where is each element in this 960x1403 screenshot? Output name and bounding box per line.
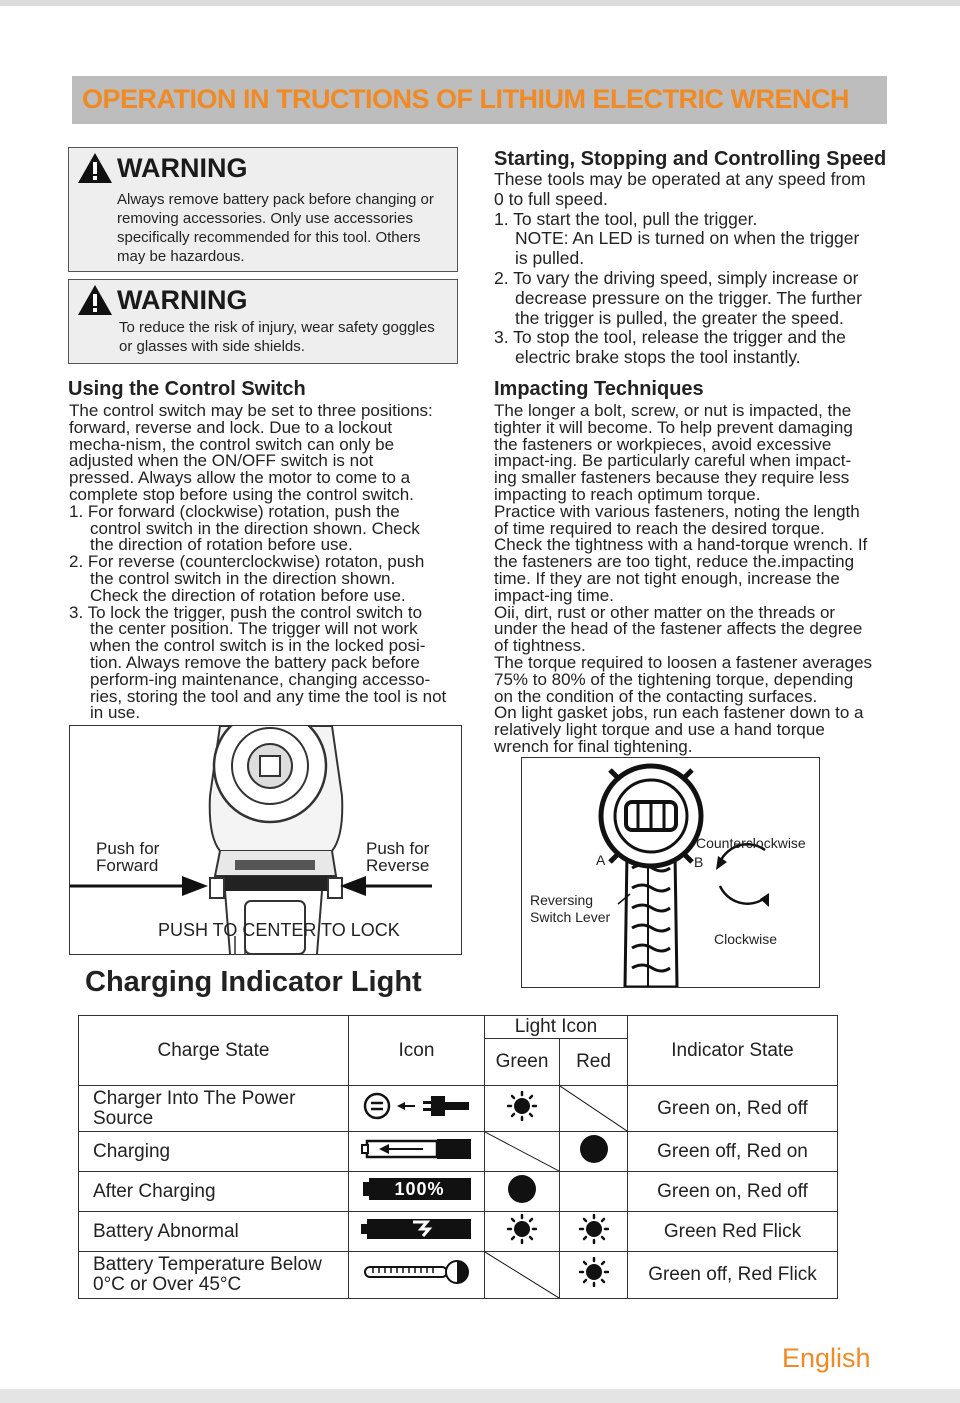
table-row (79, 1132, 838, 1172)
indicator-cell: Green on, Red off (628, 1172, 838, 1212)
reversing-lever-label (530, 892, 610, 926)
green-light-cell (485, 1086, 560, 1132)
table-row (79, 1252, 838, 1299)
state-line: 0°C or Over 45°C (93, 1274, 242, 1295)
warning-triangle-icon (77, 284, 113, 316)
charging-title: Charging Indicator Light (85, 966, 422, 998)
none-slash-icon (560, 1086, 627, 1131)
text-line: the fasteners or workpieces, avoid excessive (494, 434, 832, 454)
icon-cell (349, 1212, 485, 1252)
impacting-text (494, 403, 894, 756)
header-indicator-state: Indicator State (628, 1016, 838, 1086)
text-line: For forward (clockwise) rotation, push the (87, 501, 400, 521)
warning-heading (77, 152, 248, 184)
text-line: NOTE: An LED is turned on when the trigger (515, 228, 860, 249)
text-line: the control switch in the direction shown. (90, 568, 396, 588)
text-line: decrease pressure on the trigger. The further (515, 287, 862, 308)
text-line: Check the direction of rotation before use. (90, 585, 406, 605)
warning-line: removing accessories. Only use accessories (117, 210, 413, 227)
push-reverse-label (366, 840, 429, 874)
icon-cell (349, 1086, 485, 1132)
battery-percent: 100% (369, 1178, 471, 1200)
text-line: impact-ing time. (494, 585, 614, 605)
charging-battery-icon (361, 1136, 473, 1162)
text-line: To vary the driving speed, simply increase or (513, 267, 859, 288)
red-light-cell (560, 1132, 628, 1172)
text-line: pressed. Always allow the motor to come to a (69, 468, 411, 488)
item-number: 1. (69, 501, 84, 521)
text-line: the direction of rotation before use. (90, 535, 353, 555)
text-line: of tightness. (494, 636, 586, 656)
page-title: OPERATION IN TRUCTIONS OF LITHIUM ELECTRIC WRENCH (82, 84, 849, 114)
red-flash-icon (579, 1214, 609, 1244)
item-number: 1. (494, 208, 509, 229)
none-slash-icon (485, 1132, 559, 1171)
table-row (79, 1172, 838, 1212)
counterclockwise-label: Counterclockwise (696, 835, 806, 851)
text-line: 0 to full speed. (494, 188, 608, 209)
label-b: B (694, 854, 704, 870)
green-light-cell (485, 1132, 560, 1172)
state-cell (79, 1252, 349, 1299)
warning-heading-text: WARNING (117, 152, 248, 183)
label-line: Push for (366, 839, 430, 858)
text-line: time. If they are not tight enough, increase the (494, 568, 840, 588)
text-line: On light gasket jobs, run each fastener down to a (494, 703, 864, 723)
warning-heading (77, 284, 248, 316)
title-banner (72, 76, 887, 124)
state-line: After Charging (93, 1180, 216, 1202)
text-line: under the head of the fastener affects the degree (494, 619, 863, 639)
state-line: Charger Into The Power (93, 1087, 296, 1109)
text-line: electric brake stops the tool instantly. (515, 347, 801, 368)
indicator-cell: Green off, Red Flick (628, 1252, 838, 1299)
plug-icon (361, 1091, 473, 1121)
warning-box-1 (68, 147, 458, 272)
state-line: Battery Abnormal (93, 1220, 239, 1242)
green-light-cell (485, 1252, 560, 1299)
text-line: Check the tightness with a hand-torque wrench. If (494, 535, 868, 555)
indicator-cell: Green off, Red on (628, 1132, 838, 1172)
icon-cell (349, 1172, 485, 1212)
label-line: Push for (96, 839, 160, 858)
green-light-cell (485, 1172, 560, 1212)
icon-cell (349, 1132, 485, 1172)
speed-text (494, 170, 894, 368)
red-light-cell (560, 1086, 628, 1132)
list-item (494, 210, 894, 230)
warning-text-1 (117, 190, 434, 266)
text-line: ries, storing the tool and any time the tool is not (90, 686, 447, 706)
text-line: The control switch may be set to three positions: (69, 401, 433, 420)
text-line: To stop the tool, release the trigger and the (513, 327, 846, 348)
state-line: Source (93, 1107, 154, 1129)
state-cell (79, 1172, 349, 1212)
text-line: forward, reverse and lock. Due to a lockout (69, 417, 393, 437)
text-line: impacting to reach optimum torque. (494, 484, 761, 504)
red-flash-icon (579, 1257, 609, 1287)
text-line: The torque required to loosen a fastener averages (494, 652, 873, 672)
warning-text-2 (119, 318, 435, 356)
indicator-cell: Green on, Red off (628, 1086, 838, 1132)
warning-heading-text: WARNING (117, 284, 248, 315)
label-line: Reversing (530, 892, 594, 908)
text-line: on the condition of the contacting surfaces. (494, 686, 818, 706)
table-row (79, 1086, 838, 1132)
red-light-cell (560, 1252, 628, 1299)
text-line: when the control switch is in the locked posi- (90, 636, 426, 656)
thermometer-icon (361, 1259, 473, 1285)
item-number: 3. (69, 602, 84, 622)
text-line: These tools may be operated at any speed from (494, 169, 866, 189)
item-number: 3. (494, 327, 509, 348)
icon-cell (349, 1252, 485, 1299)
warning-line: Always remove battery pack before changing or (117, 191, 434, 208)
control-switch-text (69, 403, 471, 722)
text-line: For reverse (counterclockwise) rotaton, push (87, 552, 425, 572)
item-number: 2. (69, 552, 84, 572)
text-line: To start the tool, pull the trigger. (513, 208, 758, 229)
indicator-cell: Green Red Flick (628, 1212, 838, 1252)
text-line: ing smaller fasteners because they require less (494, 468, 850, 488)
green-solid-icon (507, 1174, 537, 1204)
red-light-cell (560, 1172, 628, 1212)
text-line: wrench for final tightening. (494, 736, 693, 756)
clockwise-label: Clockwise (714, 931, 778, 947)
state-cell (79, 1086, 349, 1132)
green-light-cell (485, 1212, 560, 1252)
label-a: A (596, 852, 606, 868)
text-line: impact-ing. Be particularly careful when impact- (494, 451, 852, 471)
wrench-head-illustration (522, 758, 819, 987)
list-item (494, 328, 894, 348)
green-flash-icon (507, 1214, 537, 1244)
speed-heading: Starting, Stopping and Controlling Speed (494, 148, 887, 170)
text-line: of time required to reach the desired torque. (494, 518, 825, 538)
reversing-figure (521, 757, 820, 988)
state-cell (79, 1212, 349, 1252)
warning-line: may be hazardous. (117, 248, 245, 265)
bottom-edge (0, 1389, 960, 1403)
warning-triangle-icon (77, 152, 113, 184)
push-to-lock-label: PUSH TO CENTER TO LOCK (158, 920, 400, 940)
full-battery-icon (363, 1178, 471, 1200)
red-solid-icon (579, 1134, 609, 1164)
header-light-icon: Light Icon (485, 1016, 628, 1039)
text-line: control switch in the direction shown. Check (90, 518, 420, 538)
text-line: Practice with various fasteners, noting the length (494, 501, 860, 521)
text-line: the trigger is pulled, the greater the speed. (515, 307, 844, 328)
control-switch-figure (69, 725, 462, 955)
charging-table (78, 1015, 838, 1299)
language-label: English (782, 1343, 871, 1373)
label-line: Switch Lever (530, 909, 611, 925)
text-line: The longer a bolt, screw, or nut is impacted, the (494, 401, 852, 420)
warning-line: To reduce the risk of injury, wear safety goggles (119, 319, 435, 336)
item-number: 2. (494, 267, 509, 288)
text-line: To lock the trigger, push the control switch to (87, 602, 423, 622)
text-line: complete stop before using the control switch. (69, 484, 414, 504)
header-icon: Icon (349, 1016, 485, 1086)
red-light-cell (560, 1212, 628, 1252)
push-forward-label (96, 840, 159, 874)
green-flash-icon (507, 1091, 537, 1121)
text-line: 75% to 80% of the tightening torque, depending (494, 669, 854, 689)
list-item (494, 269, 894, 289)
impacting-heading: Impacting Techniques (494, 378, 704, 400)
header-red: Red (560, 1039, 628, 1086)
table-row (79, 1212, 838, 1252)
abnormal-battery-icon (361, 1216, 473, 1242)
text-line: the center position. The trigger will not work (90, 619, 418, 639)
text-line: in use. (90, 703, 141, 723)
control-switch-heading: Using the Control Switch (68, 378, 306, 400)
state-line: Charging (93, 1140, 171, 1162)
state-cell (79, 1132, 349, 1172)
text-line: adjusted when the ON/OFF switch is not (69, 451, 374, 471)
label-line: Reverse (366, 856, 430, 875)
text-line: mecha-nism, the control switch can only be (69, 434, 395, 454)
label-line: Forward (96, 856, 159, 875)
text-line: Oii, dirt, rust or other matter on the threads or (494, 602, 836, 622)
warning-line: or glasses with side shields. (119, 338, 305, 355)
text-line: is pulled. (515, 248, 585, 269)
header-green: Green (485, 1039, 560, 1086)
state-line: Battery Temperature Below (93, 1254, 322, 1275)
warning-box-2 (68, 279, 458, 364)
text-line: relatively light torque and use a hand torque (494, 720, 825, 740)
text-line: the fasteners are too tight, reduce the.impacting (494, 552, 855, 572)
top-edge (0, 0, 960, 6)
text-line: tion. Always remove the battery pack before (90, 652, 420, 672)
none-slash-icon (485, 1252, 559, 1298)
text-line: perform-ing maintenance, changing accesso- (90, 669, 431, 689)
text-line: tighter it will become. To help prevent damaging (494, 417, 853, 437)
warning-line: specifically recommended for this tool. Others (117, 229, 421, 246)
header-charge-state: Charge State (79, 1016, 349, 1086)
